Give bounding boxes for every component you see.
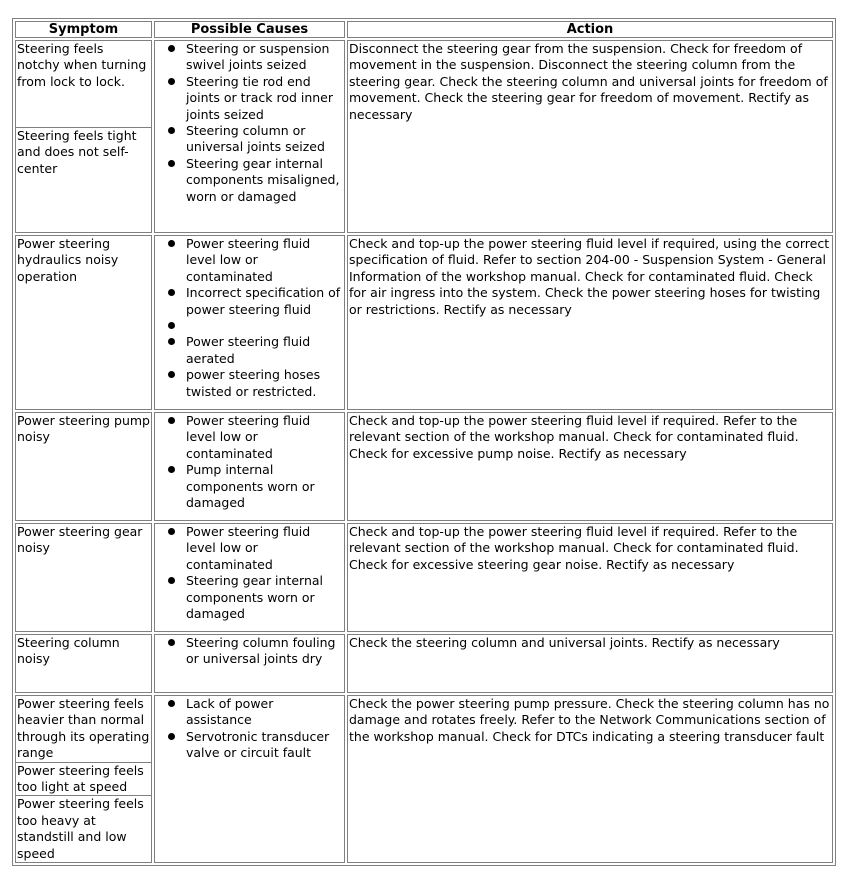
action-cell: Check and top-up the power steering fluid level if required, using the correct specification of fluid. Refer to section 204-00 - Suspension System - General Information of the workshop manual. Check for contaminated fluid. Check for air ingress into the system. Check the power steering hoses for twisting or restrictions. Rectify as necessary: [347, 235, 833, 410]
cause-item: Lack of power assistance: [168, 696, 343, 729]
cause-item: Steering tie rod end joints or track rod inner joints seized: [168, 74, 343, 123]
table-row: [15, 634, 833, 693]
cause-item: Steering column fouling or universal joints dry: [168, 635, 343, 668]
cause-item: [168, 318, 343, 334]
causes-list: [156, 41, 343, 205]
causes-cell: [154, 523, 345, 632]
table-row: [15, 523, 833, 632]
cause-item: Servotronic transducer valve or circuit fault: [168, 729, 343, 762]
causes-list: [156, 635, 343, 668]
cause-item: Incorrect specification of power steering fluid: [168, 285, 343, 318]
causes-cell: [154, 634, 345, 693]
action-cell: Check and top-up the power steering fluid level if required. Refer to the relevant section of the workshop manual. Check for contaminated fluid. Check for excessive steering gear noise. Rectify as necessary: [347, 523, 833, 632]
causes-cell: [154, 40, 345, 233]
symptom-text: Steering feels tight and does not self-center: [16, 127, 151, 177]
symptom-cell: [15, 695, 152, 863]
cause-item: Steering or suspension swivel joints seized: [168, 41, 343, 74]
action-cell: Disconnect the steering gear from the suspension. Check for freedom of movement in the suspension. Disconnect the steering column from the steering gear. Check the steering column and universal joints for freedom of movement. Check the steering gear for freedom of movement. Rectify as necessary: [347, 40, 833, 233]
symptom-cell: Power steering hydraulics noisy operation: [15, 235, 152, 410]
symptom-cell: [15, 40, 152, 233]
cause-item: Power steering fluid aerated: [168, 334, 343, 367]
header-action: Action: [347, 21, 833, 38]
causes-cell: [154, 412, 345, 521]
causes-cell: [154, 235, 345, 410]
causes-list: [156, 524, 343, 622]
cause-item: Pump internal components worn or damaged: [168, 462, 343, 511]
symptom-cell: Power steering gear noisy: [15, 523, 152, 632]
cause-item: Steering gear internal components misaligned, worn or damaged: [168, 156, 343, 205]
symptom-cell: Steering column noisy: [15, 634, 152, 693]
cause-item: Power steering fluid level low or contaminated: [168, 413, 343, 462]
action-cell: Check and top-up the power steering fluid level if required. Refer to the relevant section of the workshop manual. Check for contaminated fluid. Check for excessive pump noise. Rectify as necessary: [347, 412, 833, 521]
table-row: [15, 235, 833, 410]
table-row: [15, 412, 833, 521]
causes-list: [156, 236, 343, 400]
diagnosis-table: [12, 18, 836, 866]
cause-item: Power steering fluid level low or contaminated: [168, 236, 343, 285]
cause-item: Power steering fluid level low or contaminated: [168, 524, 343, 573]
table-row: [15, 40, 833, 233]
symptom-text: Steering feels notchy when turning from lock to lock.: [17, 41, 147, 89]
action-cell: Check the power steering pump pressure. Check the steering column has no damage and rotates freely. Refer to the Network Communications section of the workshop manual. Check for DTCs indicating a steering transducer fault: [347, 695, 833, 863]
action-cell: Check the steering column and universal joints. Rectify as necessary: [347, 634, 833, 693]
table-row: [15, 695, 833, 863]
symptom-cell: Power steering pump noisy: [15, 412, 152, 521]
symptom-text: Power steering feels too light at speed: [16, 762, 151, 796]
cause-item: Steering column or universal joints seized: [168, 123, 343, 156]
header-symptom: Symptom: [15, 21, 152, 38]
symptom-text: Power steering feels heavier than normal through its operating range: [17, 696, 150, 761]
causes-list: [156, 413, 343, 511]
symptom-text: Power steering feels too heavy at standstill and low speed: [16, 795, 151, 862]
causes-cell: [154, 695, 345, 863]
cause-item: power steering hoses twisted or restricted.: [168, 367, 343, 400]
causes-list: [156, 696, 343, 762]
header-row: [15, 21, 833, 38]
cause-item: Steering gear internal components worn or damaged: [168, 573, 343, 622]
header-possible-causes: Possible Causes: [154, 21, 345, 38]
